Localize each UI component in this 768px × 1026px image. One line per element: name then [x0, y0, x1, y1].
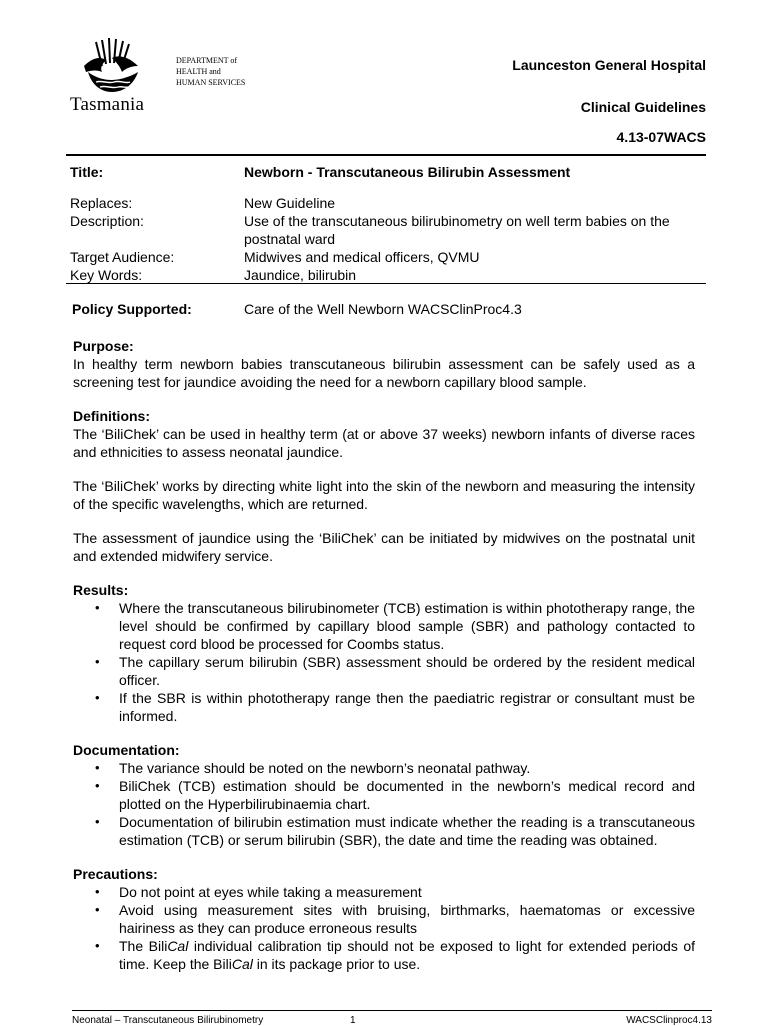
list-item: • The capillary serum bilirubin (SBR) assessment should be ordered by the resident medical officer. — [73, 653, 695, 689]
keywords-row — [70, 266, 710, 284]
purpose-heading: Purpose: — [73, 338, 134, 354]
definitions-section — [73, 407, 695, 565]
definitions-heading: Definitions: — [73, 408, 150, 424]
results-section — [73, 581, 695, 725]
footer-right: WACSClinproc4.13 — [626, 1015, 712, 1026]
results-heading: Results: — [73, 582, 129, 598]
text-run: The Bili — [119, 938, 168, 954]
metadata-divider — [66, 283, 706, 284]
definitions-paragraph-2: The ‘BiliChek’ works by directing white light into the skin of the newborn and measuring the intensity of the specific wavelengths, which are returned. — [73, 478, 695, 512]
results-list — [73, 599, 695, 725]
description-label: Description: — [70, 213, 144, 229]
list-item: • Where the transcutaneous bilirubinometer (TCB) estimation is within phototherapy range, the level should be confirmed by capillary blood sample (SBR) and pathology contacted to request cord blood be processed for Coombs status. — [73, 599, 695, 653]
list-item — [73, 937, 695, 973]
title-label: Title: — [70, 164, 104, 180]
list-item: • Documentation of bilirubin estimation must indicate whether the reading is a transcutaneous estimation (TCB) or serum bilirubin (SBR), the date and time the reading was obtained. — [73, 813, 695, 849]
hospital-name: Launceston General Hospital — [512, 57, 706, 73]
page-number: 1 — [350, 1015, 356, 1026]
text-run-italic: Cal — [231, 956, 253, 972]
precautions-section — [73, 865, 695, 973]
tasmania-wordmark: Tasmania — [70, 94, 145, 115]
policy-label: Policy Supported: — [72, 301, 192, 317]
text-run-italic: Cal — [167, 938, 189, 954]
list-item: • Avoid using measurement sites with bruising, birthmarks, haematomas or excessive hairiness as they can produce erroneous results — [73, 901, 695, 937]
title-row — [70, 163, 710, 181]
policy-row — [72, 301, 712, 317]
dept-line-2: HEALTH and — [176, 67, 221, 76]
description-value: Use of the transcutaneous bilirubinometry on well term babies on the postnatal ward — [244, 213, 670, 247]
guideline-metadata — [70, 163, 710, 284]
audience-row — [70, 248, 710, 266]
title-value: Newborn - Transcutaneous Bilirubin Assessment — [244, 164, 571, 180]
replaces-row — [70, 194, 710, 212]
tasmania-logo-emblem — [72, 36, 154, 94]
dept-line-1: DEPARTMENT of — [176, 56, 238, 65]
definitions-paragraph-1: The ‘BiliChek’ can be used in healthy term (at or above 37 weeks) newborn infants of diverse races and ethnicities to assess neonatal jaundice. — [73, 426, 695, 460]
precautions-heading: Precautions: — [73, 866, 158, 882]
text-run: individual calibration tip should not be exposed to light for extended periods of time. Keep the Bili — [119, 938, 696, 972]
purpose-section — [73, 337, 695, 391]
guideline-body — [73, 337, 695, 989]
documentation-list — [73, 759, 695, 849]
document-code: 4.13-07WACS — [616, 129, 706, 145]
page-footer — [72, 1010, 712, 1026]
keywords-label: Key Words: — [70, 267, 143, 283]
precautions-list — [73, 883, 695, 973]
purpose-text: In healthy term newborn babies transcutaneous bilirubin assessment can be safely used as a screening test for jaundice avoiding the need for a newborn capillary blood sample. — [73, 356, 695, 390]
header-divider — [66, 154, 706, 156]
department-name — [176, 55, 245, 88]
documentation-heading: Documentation: — [73, 742, 180, 758]
audience-label: Target Audience: — [70, 249, 175, 265]
list-item: • BiliChek (TCB) estimation should be documented in the newborn’s medical record and plotted on the Hyperbilirubinaemia chart. — [73, 777, 695, 813]
audience-value: Midwives and medical officers, QVMU — [244, 249, 480, 265]
keywords-value: Jaundice, bilirubin — [244, 267, 357, 283]
footer-left: Neonatal – Transcutaneous Bilirubinometry — [72, 1015, 264, 1026]
replaces-label: Replaces: — [70, 195, 133, 211]
documentation-section — [73, 741, 695, 849]
definitions-paragraph-3: The assessment of jaundice using the ‘BiliChek’ can be initiated by midwives on the postnatal unit and extended midwifery service. — [73, 530, 695, 564]
list-item: • If the SBR is within phototherapy range then the paediatric registrar or consultant must be informed. — [73, 689, 695, 725]
text-run: in its package prior to use. — [252, 956, 421, 972]
dept-line-3: HUMAN SERVICES — [176, 78, 246, 87]
policy-value: Care of the Well Newborn WACSClinProc4.3 — [244, 301, 522, 317]
document-type: Clinical Guidelines — [580, 99, 706, 115]
description-row — [70, 212, 710, 248]
replaces-value: New Guideline — [244, 195, 336, 211]
list-item: • The variance should be noted on the newborn’s neonatal pathway. — [73, 759, 695, 777]
list-item: • Do not point at eyes while taking a measurement — [73, 883, 695, 901]
